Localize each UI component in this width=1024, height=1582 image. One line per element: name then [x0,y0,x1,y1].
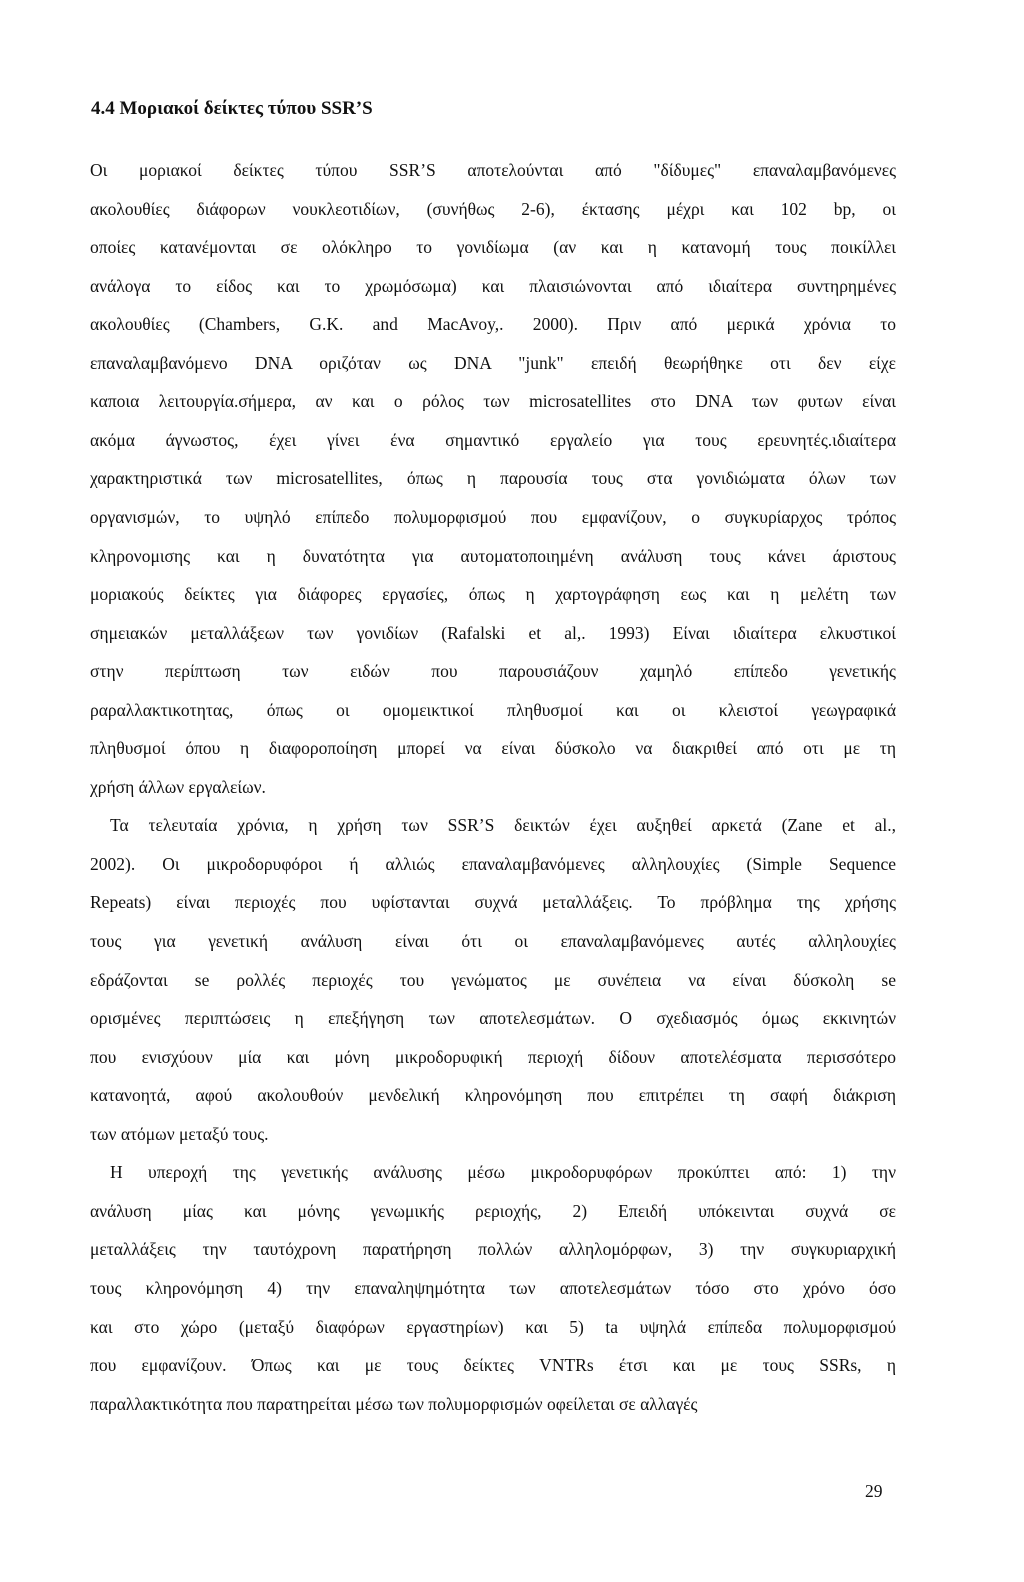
text-line: ραραλλακτικοτητας, όπως οι ομομεικτικοί πληθυσμοί και οι κλειστοί γεωγραφικά [90,700,896,720]
text-line: καποια λειτουργία.σήμερα, αν και ο ρόλος των microsatellites στο DNA των φυτων είναι [90,391,896,411]
text-line: Repeats) είναι περιοχές που υφίστανται συχνά μεταλλάξεις. Το πρόβλημα της χρήσης [90,892,896,912]
text-line: οργανισμών, το υψηλό επίπεδο πολυμορφισμού που εμφανίζουν, ο συγκυρίαρχος τρόπος [90,507,896,527]
text-line: σημειακών μεταλλάξεων των γονιδίων (Rafalski et al,. 1993) Είναι ιδιαίτερα ελκυστικοί [90,623,896,643]
text-line: μεταλλάξεις την ταυτόχρονη παρατήρηση πολλών αλληλομόρφων, 3) την συγκυριαρχική [90,1239,896,1259]
text-line: πληθυσμοί όπου η διαφοροποίηση μπορεί να είναι δύσκολο να διακριθεί από οτι με τη [90,738,896,758]
text-line: ορισμένες περιπτώσεις η επεξήγηση των αποτελεσμάτων. Ο σχεδιασμός όμως εκκινητών [90,1008,896,1028]
text-line: χαρακτηριστικά των microsatellites, όπως η παρουσία τους στα γονιδιώματα όλων των [90,468,896,488]
text-line: στην περίπτωση των ειδών που παρουσιάζουν χαμηλό επίπεδο γενετικής [90,661,896,681]
text-line: μοριακούς δείκτες για διάφορες εργασίες, όπως η χαρτογράφηση εως και η μελέτη των [90,584,896,604]
text-line: 2002). Οι μικροδορυφόροι ή αλλιώς επαναλαμβανόμενες αλληλουχίες (Simple Sequence [90,854,896,874]
text-line: που ενισχύουν μία και μόνη μικροδορυφική περιοχή δίδουν αποτελέσματα περισσότερο [90,1047,896,1067]
text-line: ακολουθίες (Chambers, G.K. and MacAvoy,. 2000). Πριν από μερικά χρόνια το [90,314,896,334]
text-line: κατανοητά, αφού ακολουθούν μενδελική κληρονόμηση που επιτρέπει τη σαφή διάκριση [90,1085,896,1105]
text-line: Οι μοριακοί δείκτες τύπου SSR’S αποτελούνται από "δίδυμες" επαναλαμβανόμενες [90,160,896,180]
text-line: Τα τελευταία χρόνια, η χρήση των SSR’S δεικτών έχει αυξηθεί αρκετά (Zane et al., [110,815,896,835]
page-number: 29 [865,1481,883,1501]
text-line: ακολουθίες διάφορων νουκλεοτιδίων, (συνήθως 2-6), έκτασης μέχρι και 102 bp, οι [90,199,896,219]
text-line: κληρονομισης και η δυνατότητα για αυτοματοποιημένη ανάλυση τους κάνει άριστους [90,546,896,566]
text-line: που εμφανίζουν. Όπως και με τους δείκτες VNTRs έτσι και με τους SSRs, η [90,1355,896,1375]
text-line: εδράζονται se ρολλές περιοχές του γενώματος με συνέπεια να είναι δύσκολη se [90,970,896,990]
text-line: ανάλογα το είδος και το χρωμόσωμα) και πλαισιώνονται από ιδιαίτερα συντηρημένες [90,276,896,296]
text-line: των ατόμων μεταξύ τους. [90,1124,269,1144]
text-line: και στο χώρο (μεταξύ διαφόρων εργαστηρίων) και 5) ta υψηλά επίπεδα πολυμορφισμού [90,1317,896,1337]
text-line: οποίες κατανέμονται σε ολόκληρο το γονιδίωμα (αν και η κατανομή τους ποικίλλει [90,237,896,257]
text-line: τους για γενετική ανάλυση είναι ότι οι επαναλαμβανόμενες αυτές αλληλουχίες [90,931,896,951]
text-line: χρήση άλλων εργαλείων. [90,777,266,797]
text-line: παραλλακτικότητα που παρατηρείται μέσω των πολυμορφισμών οφείλεται σε αλλαγές [90,1394,698,1414]
section-title: 4.4 Μοριακοί δείκτες τύπου SSR’S [91,98,373,119]
text-line: επαναλαμβανόμενο DNA οριζόταν ως DNA "junk" επειδή θεωρήθηκε οτι δεν είχε [90,353,896,373]
text-line: ακόμα άγνωστος, έχει γίνει ένα σημαντικό εργαλείο για τους ερευνητές.ιδιαίτερα [90,430,896,450]
text-line: Η υπεροχή της γενετικής ανάλυσης μέσω μικροδορυφόρων προκύπτει από: 1) την [110,1162,896,1182]
text-line: ανάλυση μίας και μόνης γενωμικής ρεριοχής, 2) Επειδή υπόκεινται συχνά σε [90,1201,896,1221]
text-line: τους κληρονόμηση 4) την επαναληψημότητα των αποτελεσμάτων τόσο στο χρόνο όσο [90,1278,896,1298]
